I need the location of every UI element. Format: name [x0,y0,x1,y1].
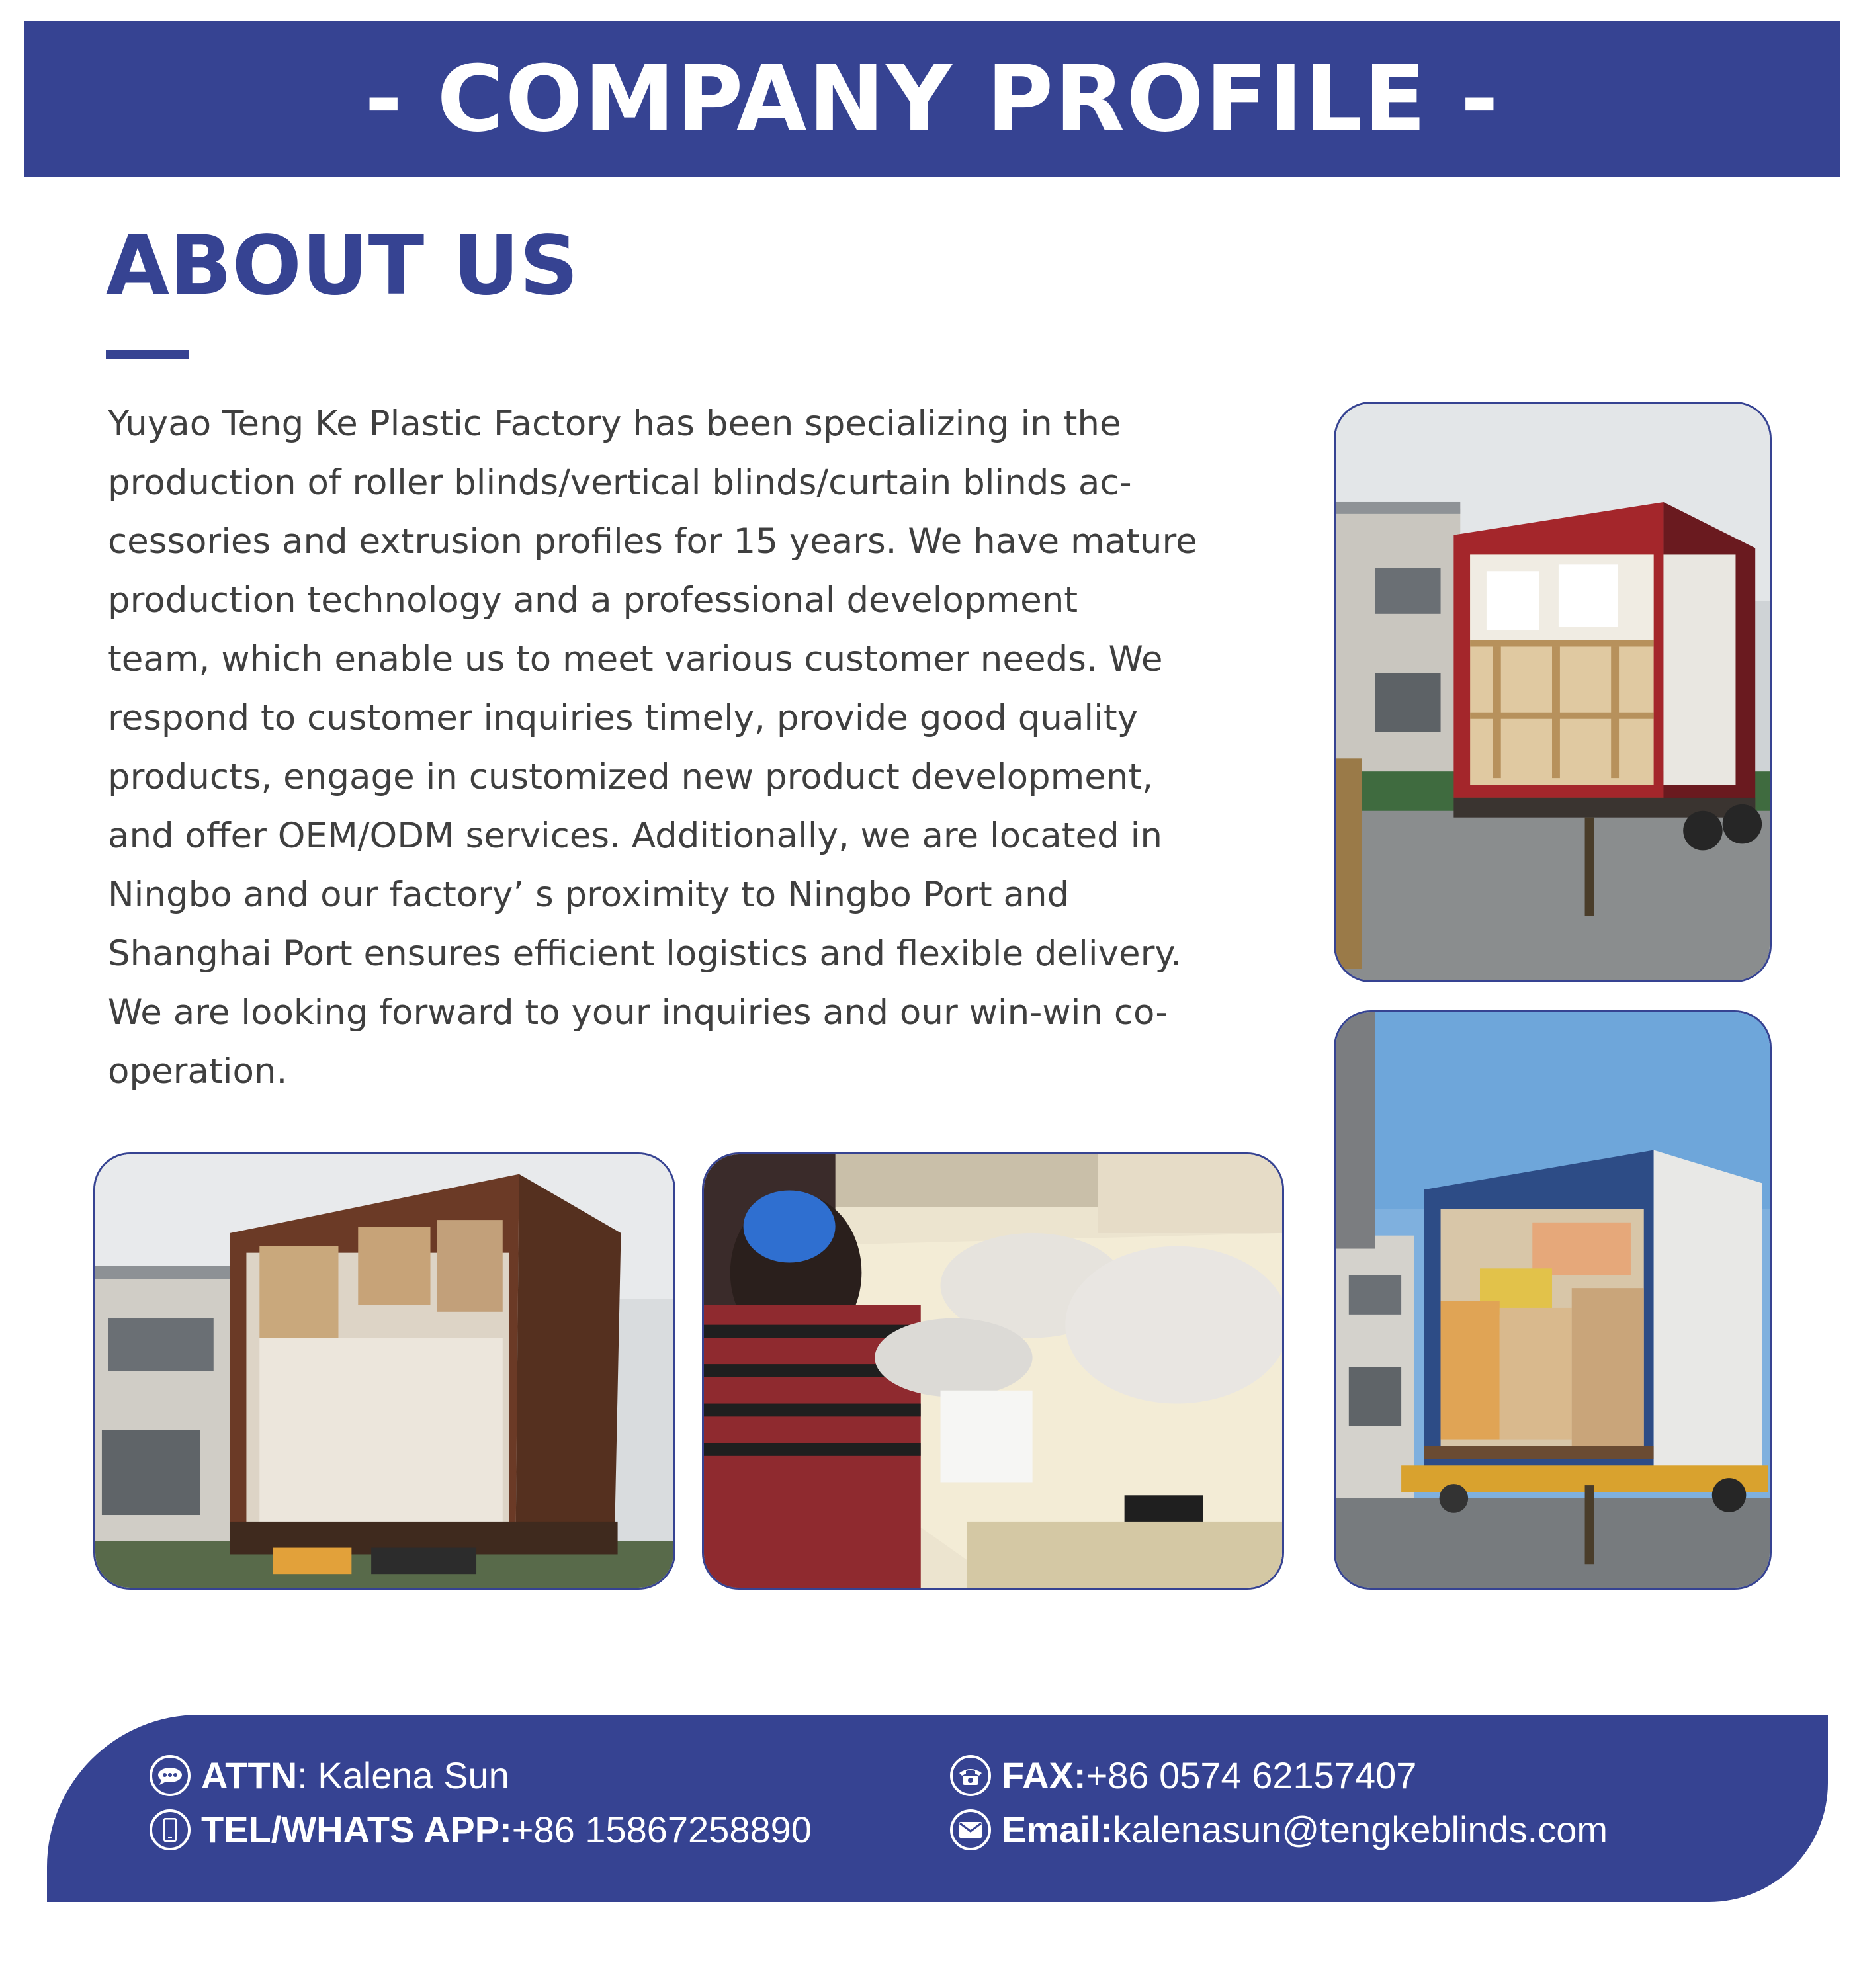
about-line: cessories and extrusion profiles for 15 years. We have mature [108,521,1197,562]
contact-fax [950,1755,1416,1796]
attn-label: ATTN [201,1754,298,1796]
about-line: Shanghai Port ensures efficient logistics and flexible delivery. [108,933,1182,974]
attn-value: : Kalena Sun [297,1754,509,1796]
about-line: and offer OEM/ODM services. Additionally, we are located in [108,816,1162,856]
container-photo-blue [1334,1010,1772,1590]
email-label: Email: [1002,1809,1113,1850]
about-line: Ningbo and our factory’ s proximity to Ningbo Port and [108,875,1070,915]
container-photo-red [1334,402,1772,982]
about-line: respond to customer inquiries timely, provide good quality [108,698,1139,738]
contact-attn [150,1755,509,1796]
envelope-icon [950,1809,991,1850]
tel-value: +86 15867258890 [511,1809,812,1850]
about-line: We are looking forward to your inquiries and our win-win co- [108,992,1168,1033]
container-photo-brown-image [95,1154,673,1588]
about-line: products, engage in customized new product development, [108,757,1154,797]
about-line: Yuyao Teng Ke Plastic Factory has been specializing in the [108,404,1121,444]
chat-bubble-icon [150,1755,191,1796]
tel-label: TEL/WHATS APP: [201,1809,512,1850]
container-photo-blue-image [1336,1012,1770,1588]
telephone-icon [950,1755,991,1796]
fax-label: FAX: [1002,1754,1086,1796]
contact-tel [150,1809,812,1850]
container-photo-red-image [1336,404,1770,980]
about-line: production of roller blinds/vertical blinds/curtain blinds ac- [108,462,1132,503]
about-heading: ABOUT US [106,218,579,314]
page-title: - COMPANY PROFILE - [365,45,1500,152]
workshop-photo-image [704,1154,1282,1588]
workshop-photo [702,1152,1284,1590]
container-photo-brown [93,1152,675,1590]
about-line: team, which enable us to meet various customer needs. We [108,639,1163,679]
about-line: production technology and a professional development [108,580,1078,621]
fax-value: +86 0574 62157407 [1086,1754,1417,1796]
heading-underline [106,350,189,359]
contact-email [950,1809,1608,1850]
about-paragraph [108,394,1259,1101]
email-value: kalenasun@tengkeblinds.com [1113,1809,1608,1850]
about-line: operation. [108,1051,288,1092]
mobile-phone-icon [150,1809,191,1850]
contact-footer [47,1715,1828,1902]
title-banner [24,21,1840,177]
